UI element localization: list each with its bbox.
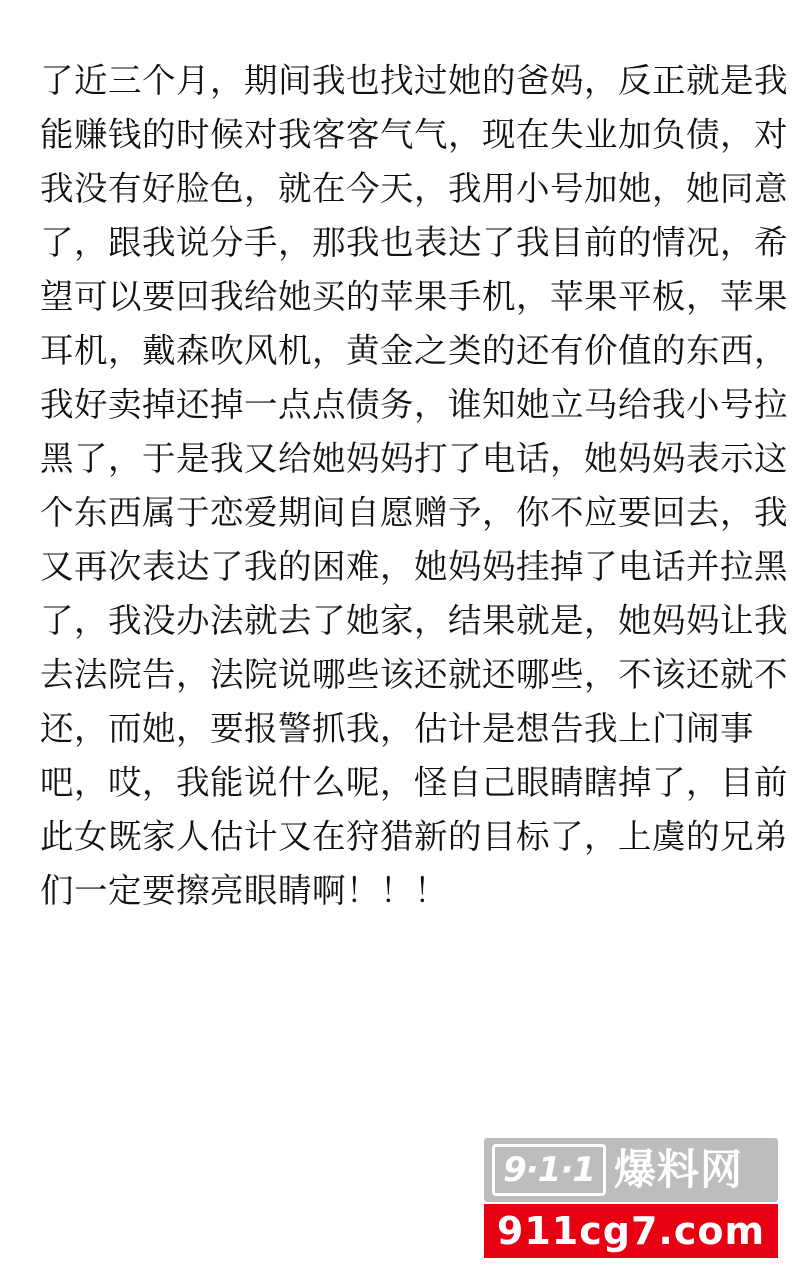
article-line-11: 了，我没办法就去了她家，结果就是，她妈妈让我 (40, 601, 788, 640)
article-line-15: 此女既家人估计又在狩猎新的目标了，上虞的兄弟 (40, 817, 788, 856)
watermark-domain: 911cg7.com (484, 1204, 778, 1258)
watermark-site-name: 爆料网 (614, 1145, 744, 1194)
article-line-7: 我好卖掉还掉一点点债务，谁知她立马给我小号拉 (40, 385, 788, 424)
article-line-9: 个东西属于恋爱期间自愿赠予，你不应要回去，我 (40, 493, 788, 532)
article-line-8: 黑了，于是我又给她妈妈打了电话，她妈妈表示这 (40, 439, 788, 478)
article-line-4: 了，跟我说分手，那我也表达了我目前的情况，希 (40, 223, 788, 262)
article-line-13: 还，而她，要报警抓我，估计是想告我上门闹事 (40, 709, 754, 748)
article-line-16: 们一定要擦亮眼睛啊！！！ (40, 871, 448, 910)
watermark (484, 1138, 778, 1258)
article-line-12: 去法院告，法院说哪些该还就还哪些，不该还就不 (40, 655, 788, 694)
article-text (40, 54, 788, 918)
article-line-3: 我没有好脸色，就在今天，我用小号加她，她同意 (40, 169, 788, 208)
article-line-1: 了近三个月，期间我也找过她的爸妈，反正就是我 (40, 61, 788, 100)
article-line-6: 耳机，戴森吹风机，黄金之类的还有价值的东西， (40, 331, 788, 370)
article-line-2: 能赚钱的时候对我客客气气，现在失业加负债，对 (40, 115, 788, 154)
watermark-banner (484, 1138, 778, 1202)
article-line-10: 又再次表达了我的困难，她妈妈挂掉了电话并拉黑 (40, 547, 788, 586)
article-line-5: 望可以要回我给她买的苹果手机，苹果平板，苹果 (40, 277, 788, 316)
watermark-logo: 9·1·1 (492, 1144, 606, 1196)
article-line-14: 吧，哎，我能说什么呢，怪自己眼睛瞎掉了，目前 (40, 763, 788, 802)
